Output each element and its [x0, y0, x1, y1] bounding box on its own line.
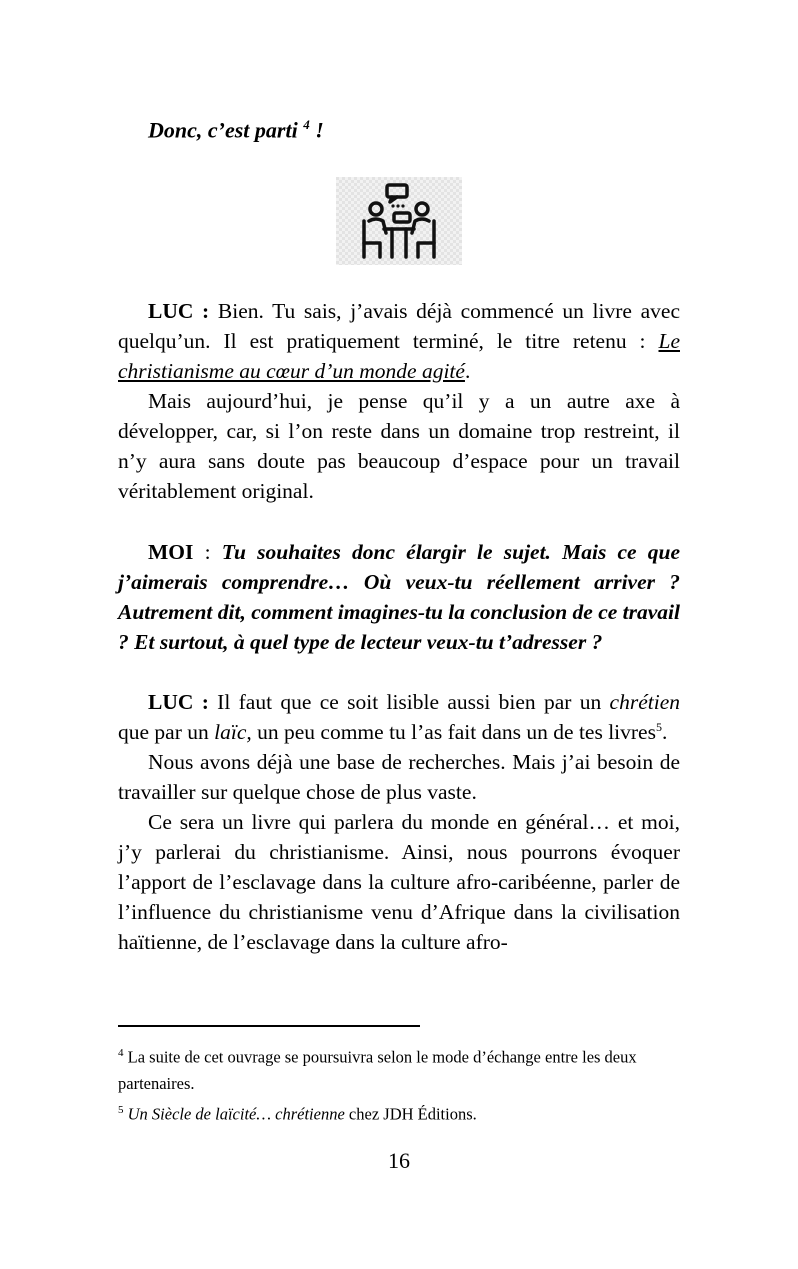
- italic-word: laïc,: [214, 720, 252, 744]
- footnote-number: 4: [118, 1047, 124, 1059]
- intro-text: Donc, c’est parti: [148, 117, 298, 143]
- italic-word: chrétien: [609, 690, 680, 714]
- footnote-ref-4[interactable]: 4: [303, 117, 310, 132]
- footnote-number: 5: [118, 1103, 124, 1116]
- footnote-text: La suite de cet ouvrage se poursuivra selon le mode d’échange entre les deux partenaires.: [118, 1047, 637, 1093]
- speaker-moi: MOI: [148, 540, 194, 564]
- paragraph: Nous avons déjà une base de recherches. Mais j’ai besoin de travailler sur quelque chose de plus vaste.: [118, 750, 680, 804]
- page-number: 16: [388, 1148, 410, 1173]
- moi-question-text: Tu souhaites donc élargir le sujet. Mais ce que j’aimerais comprendre… Où veux-tu réellement arriver ? Autrement dit, comment imagines-tu la conclusion de ce travail ? Et surtout, à quel type de lecteur veux-tu t’adresser ?: [118, 540, 680, 654]
- paragraph-text: un peu comme tu l’as fait dans un de tes livres: [251, 720, 656, 744]
- luc-reply-2: [118, 687, 680, 957]
- paragraph: [118, 537, 680, 657]
- paragraph: [118, 687, 680, 747]
- speaker-luc: LUC :: [148, 299, 210, 323]
- book-title: Le christianisme au cœur d’un monde agité: [118, 329, 680, 383]
- punctuation: .: [464, 359, 471, 383]
- intro-tail: !: [309, 117, 324, 143]
- footnote-ref-5[interactable]: 5: [655, 719, 662, 734]
- colon: :: [193, 540, 222, 564]
- paragraph-text: Il faut que ce soit lisible aussi bien par un: [208, 690, 610, 714]
- punctuation: .: [661, 720, 668, 744]
- footnote-divider: [118, 1025, 420, 1027]
- paragraph: [118, 296, 680, 386]
- footnote-text: chez JDH Éditions.: [344, 1104, 477, 1123]
- paragraph: Mais aujourd’hui, je pense qu’il y a un autre axe à développer, car, si l’on reste dans un domaine trop restreint, il n’y aura sans doute pas beaucoup d’espace pour un travail véritablement original.: [118, 389, 680, 503]
- moi-question: [118, 537, 680, 657]
- speaker-luc: LUC :: [148, 690, 209, 714]
- paragraph: Ce sera un livre qui parlera du monde en général… et moi, j’y parlerai du christianisme. Ainsi, nous pourrons évoquer l’apport de l’esclavage dans la culture afro-caribéenne, parler de l’influence du christianisme venu d’Afrique dans la civilisation haïtienne, de l’esclavage dans la culture afro-: [118, 810, 680, 954]
- paragraph-text: que par un: [118, 720, 215, 744]
- meeting-people-icon: [336, 177, 462, 265]
- footnote-book-title: Un Siècle de laïcité… chrétienne: [127, 1104, 345, 1123]
- footnote-5: [118, 1097, 680, 1128]
- footnote-4: [118, 1040, 680, 1097]
- intro-line: [148, 117, 324, 143]
- paragraph-text: Bien. Tu sais, j’avais déjà commencé un livre avec quelqu’un. Il est pratiquement terminé, le titre retenu :: [118, 299, 680, 353]
- footnotes: [118, 1040, 680, 1127]
- luc-reply-1: [118, 296, 680, 506]
